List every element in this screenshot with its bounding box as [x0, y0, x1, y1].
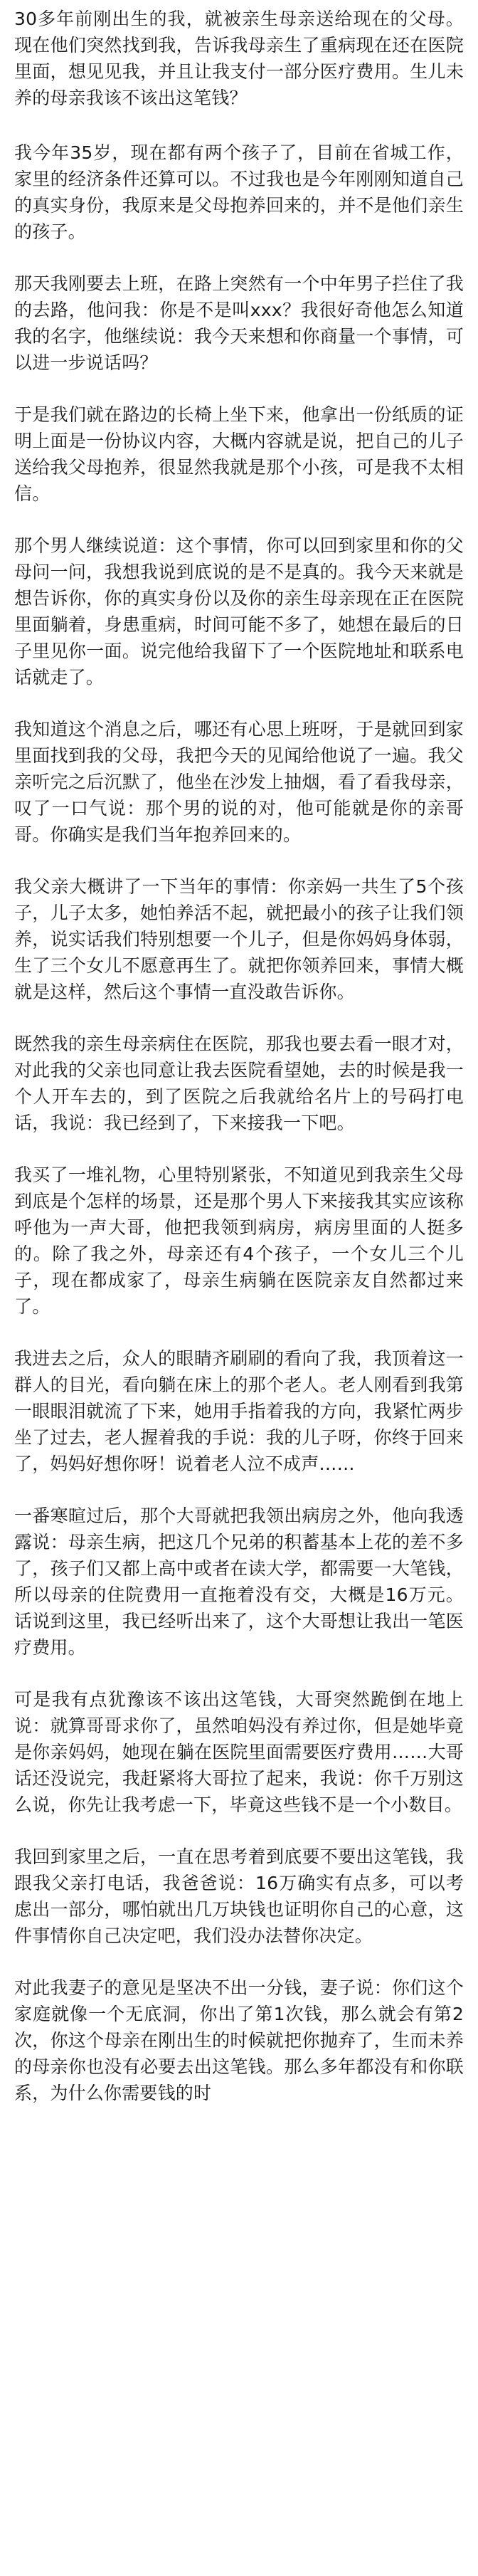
paragraph-12: 可是我有点犹豫该不该出这笔钱，大哥突然跪倒在地上说：就算哥哥求你了，虽然咱妈没有养过你，但是她毕竟是你亲妈妈，她现在躺在医院里面需要医疗费用……大哥话还没说完，我赶紧将大哥拉了起来，我说：你千万别这么说，你先让我考虑一下，毕竟这些钱不是一个小数目。 [14, 1689, 464, 1815]
paragraph-10: 我进去之后，众人的眼睛齐刷刷的看向了我，我顶着这一群人的目光，看向躺在床上的那个老人。老人刚看到我第一眼眼泪就流了下来，她用手指着我的方向，我紧忙两步坐了过去，老人握着我的手说：我的儿子呀，你终于回来了，妈妈好想你呀！说着老人泣不成声…… [14, 1348, 464, 1474]
paragraph-11: 一番寒暄过后，那个大哥就把我领出病房之外，他向我透露说：母亲生病，把这几个兄弟的积蓄基本上花的差不多了，孩子们又都上高中或者在读大学，都需要一大笔钱，所以母亲的住院费用一直拖着没有交，大概是16万元。话说到这里，我已经听出来了，这个大哥想让我出一笔医疗费用。 [14, 1505, 464, 1658]
paragraph-14: 对此我妻子的意见是坚决不出一分钱，妻子说：你们这个家庭就像一个无底洞，你出了第1次钱，那么就会有第2次，你这个母亲在刚出生的时候就把你抛弃了，生而未养的母亲你也没有必要去出这笔钱。那么多年都没有和你联系，为什么你需要钱的时 [14, 1977, 464, 2103]
paragraph-3: 那天我刚要去上班，在路上突然有一个中年男子拦住了我的去路，他问我：你是不是叫xxx？我很好奇他怎么知道我的名字，他继续说：我今天来想和你商量一个事情，可以进一步说话吗？ [14, 273, 464, 373]
paragraph-7: 我父亲大概讲了一下当年的事情：你亲妈一共生了5个孩子，儿子太多，她怕养活不起，就把最小的孩子让我们领养，说实话我们特别想要一个儿子，但是你妈妈身体弱，生了三个女儿不愿意再生了。就把你领养回来，事情大概就是这样，然后这个事情一直没敢告诉你。 [14, 876, 464, 1002]
paragraph-8: 既然我的亲生母亲病住在医院，那我也要去看一眼才对，对此我的父亲也同意让我去医院看望她，去的时候是我一个人开车去的，到了医院之后我就给名片上的号码打电话，我说：我已经到了，下来接我一下吧。 [14, 1034, 464, 1133]
paragraph-4: 于是我们就在路边的长椅上坐下来，他拿出一份纸质的证明上面是一份协议内容，大概内容就是说，把自己的儿子送给我父母抱养，很显然我就是那个小孩，可是我不太相信。 [14, 404, 464, 504]
paragraph-1: 30多年前刚出生的我，就被亲生母亲送给现在的父母。现在他们突然找到我，告诉我母亲生了重病现在还在医院里面，想见见我，并且让我支付一部分医疗费用。生儿未养的母亲我该不该出这笔钱？ [14, 9, 464, 108]
paragraph-2: 我今年35岁，现在都有两个孩子了，目前在省城工作，家里的经济条件还算可以。不过我也是今年刚刚知道自己的真实身份，我原来是父母抱养回来的，并不是他们亲生的孩子。 [14, 142, 464, 242]
paragraph-6: 我知道这个消息之后，哪还有心思上班呀，于是就回到家里面找到我的父母，我把今天的见闻给他说了一遍。我父亲听完之后沉默了，他坐在沙发上抽烟，看了看我母亲，叹了一口气说：那个男的说的对，他可能就是你的亲哥哥。你确实是我们当年抱养回来的。 [14, 719, 464, 845]
paragraph-5: 那个男人继续说道：这个事情，你可以回到家里和你的父母问一问，我想我说到底说的是不是真的。我今天来就是想告诉你，你的真实身份以及你的亲生母亲现在正在医院里面躺着，身患重病，时间可能不多了，她想在最后的日子里见你一面。说完他给我留下了一个医院地址和联系电话就走了。 [14, 535, 464, 688]
paragraph-9: 我买了一堆礼物，心里特别紧张，不知道见到我亲生父母到底是个怎样的场景，还是那个男人下来接我其实应该称呼他为一声大哥，他把我领到病房，病房里面的人挺多的。除了我之外，母亲还有4个孩子，一个女儿三个儿子，现在都成家了，母亲生病躺在医院亲友自然都过来了。 [14, 1165, 464, 1317]
paragraph-13: 我回到家里之后，一直在思考着到底要不要出这笔钱，我跟我父亲打电话，我爸爸说：16万确实有点多，可以考虑出一部分，哪怕就出几万块钱也证明你自己的心意，这件事情你自己决定吧，我们没办法替你决定。 [14, 1846, 464, 1946]
